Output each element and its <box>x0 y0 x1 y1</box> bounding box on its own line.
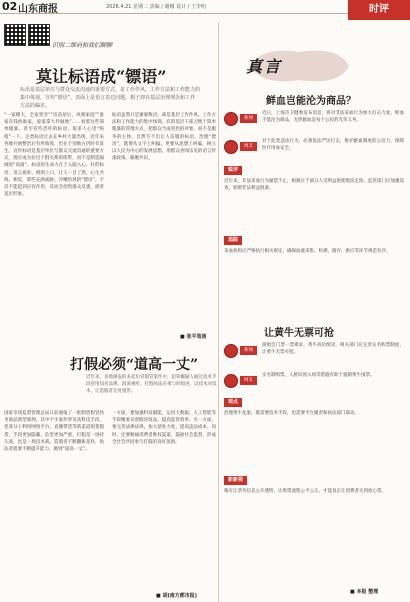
item4-text: 采血机构应严格执行相关规定，确保血液采集、检测、储存、供应等环节规范有序。 <box>224 249 391 254</box>
paper-name: 山东商报 <box>18 4 58 15</box>
article1-headline: 莫让标语成“镖语” <box>36 67 167 86</box>
qr-caption: 识别二维码和我们聊聊 <box>52 42 113 49</box>
article1-byline: ■ 张平笔谈 <box>180 334 207 340</box>
article2-byline: ■ 胡(南方都市报) <box>156 593 198 599</box>
item2-badge: 网友 <box>240 142 257 151</box>
item8-label: 新新视 <box>224 476 247 485</box>
avatar <box>224 112 238 126</box>
item3-text: 近年来，非法采血行为屡禁不止，根源在于部分人受利益驱使铤而走险。监管部门应加强巡查，斩断非法利益链条。 <box>224 179 404 192</box>
item5-badge: 新闻 <box>240 346 257 355</box>
article2-headline: 打假必须“道高一丈” <box>70 357 199 373</box>
item4-label: 追踪 <box>224 236 242 245</box>
item8-byline: ■ 本报 整理 <box>350 589 379 595</box>
item6-badge: 网友 <box>240 376 257 385</box>
article2-lede: 近年来，多地通报的多起仿冒假冒案件中，犯罪嫌疑人通过技术手段冒用知名品牌，混淆视听。打假执法必须与时俱进，以技术对技术，让造假者无处遁形。 <box>86 375 217 394</box>
item1-badge: 新闻 <box>240 114 257 123</box>
article1-lede: 标语是基层单位与群众交流沟通的重要方式，是工作作风、工作方法和工作能力的集中体现。宣传“镖语”，表面上是语言表达问题，根子却在基层治理理念和工作方法的偏差。 <box>20 87 201 109</box>
avatar <box>224 344 238 358</box>
item5-title: 让黄牛无票可抢 <box>264 328 334 339</box>
item1-title: 鲜血岂能沦为商品？ <box>266 96 356 107</box>
article1-column-1: “一家赌大，全家变穷”“房前屋后，凤凰家庭”“谁家有钱放谁家，爱家拿大件做地”……看着这些简单粗暴、甚至有些恐吓的标语，很多人心里“咯噔”一下。这类标语过去在乡村大量出现，近年来各地开展整治后有所收敛，但在个别地方仍时有发生。宣传标语是基层单位与群众交流沟通的重要方式，理应成为拉近干群关系的纽带，而不是制造隔阂的“高墙”。标语的生命力在于入脑入心。好的标语，语言质朴、朗朗上口，让人一目了然、心生共鸣。相反，那些充满威胁、冷嘲热讽的“镖语”，不仅不能起到应有作用，反而会招致群众反感，损害基层形象。 <box>4 113 104 198</box>
column-divider <box>218 22 219 602</box>
qr-code-icon[interactable] <box>28 24 50 46</box>
item6-text: 实名制购票、人脸识别入场等措施有助于遏制黄牛囤票。 <box>262 373 375 378</box>
item2-text: 对于此类违法行为，必须依法严厉打击，维护献血制度的公信力，保障医疗用血安全。 <box>262 139 404 152</box>
item7-label: 观点 <box>224 398 242 407</box>
avatar <box>224 140 238 154</box>
article2-column-2: 一方面，要加强科技赋能，运用大数据、人工智能等手段精准识别假冒商品，提高监管效率；另一方面，要完善法律法规，加大惩处力度，提高违法成本。同时，还要畅通消费者维权渠道，鼓励社会监督，形成全社会共同参与打假的良好氛围。 <box>112 411 216 445</box>
item7-text: 治理黄牛乱象，既需要技术手段，也需要平台履责和执法部门联动。 <box>224 411 359 416</box>
page-number: 02 <box>2 0 18 13</box>
article2-column-1: 国家市场监督管理总局日前通报了一批制售假冒伪劣商品典型案例。其中不少案件涉及高科技手段，犯罪分子利用网络平台、直播带货等新渠道销售假货，手段更加隐蔽，危害更加严重。打假是一场持久战，也是一场技术战。造假者不断翻新花样，执法者就要不断提升能力，做到“道高一丈”。 <box>4 411 104 453</box>
article1-column-2: 标语虽然只是寥寥数语，却是基层工作作风、工作方法和工作能力的集中体现。有的基层干部习惯于简单粗暴的管理方式，把群众当成管控的对象，而不是服务的主体，自然写不出让人信服的标语。治理“镖语”，既要从文字上纠偏，更要从思想上纠偏，树立以人民为中心的发展思想，用群众喜闻乐见的语言传递政策、凝聚共识。 <box>112 113 216 162</box>
item3-label: 锐评 <box>224 166 242 175</box>
item8-text: 唯有让票务信息公开透明，让购票流程公平公正，才能真正让消费者买到放心票。 <box>224 489 386 494</box>
item1-text: 近日，上海市卫健委发布消息，将对非法采血行为加大打击力度。鲜血不能沦为商品，无偿献血是每个公民的光荣义务。 <box>262 111 404 124</box>
seal-title: 真言 <box>246 57 283 76</box>
avatar <box>224 374 238 388</box>
section-tag: 时评 <box>348 0 410 20</box>
issue-info: 2026.4.21 星期二 责编 / 谢娜 设计 / 王李明 <box>106 4 206 10</box>
item5-text: 演唱会门票一票难求，黄牛高价倒卖。相关部门应完善实名购票制度，让黄牛无票可抢。 <box>262 343 404 356</box>
qr-code-icon[interactable] <box>4 24 26 46</box>
